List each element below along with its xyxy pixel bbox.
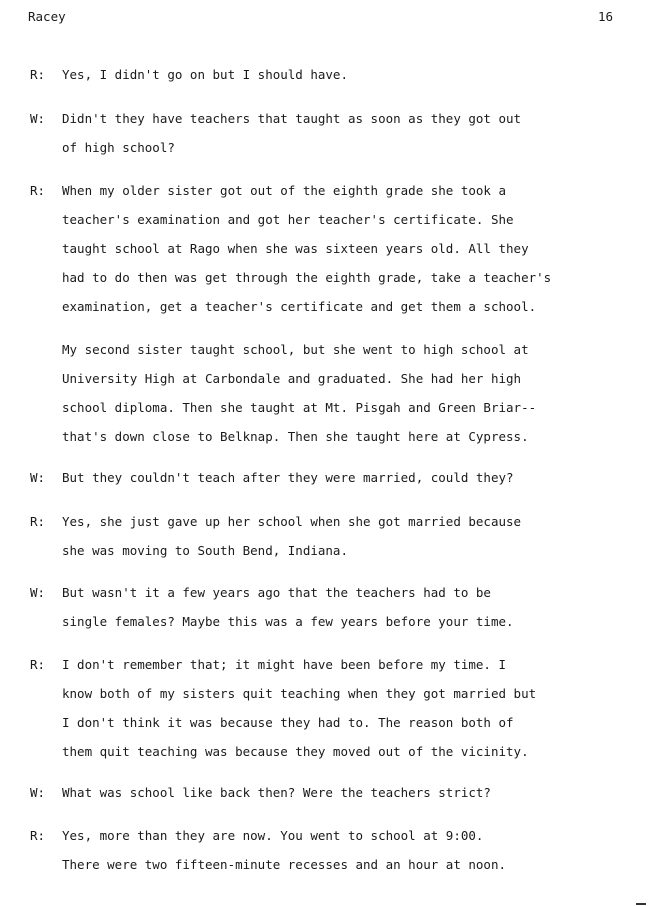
page-number: 16 [598, 9, 614, 24]
turn-text [62, 578, 647, 636]
turn-text [62, 104, 647, 162]
text-line: Yes, I didn't go on but I should have. [62, 67, 348, 82]
turn-text [62, 60, 647, 89]
turn-text [62, 821, 647, 879]
text-line: I don't remember that; it might have been before my time. I [62, 657, 507, 672]
text-line: My second sister taught school, but she went to high school at [62, 342, 529, 357]
text-line: taught school at Rago when she was sixteen years old. All they [62, 241, 529, 256]
header-interviewee-name: Racey [28, 9, 66, 24]
page-edge-mark [636, 903, 646, 905]
text-line: Yes, more than they are now. You went to school at 9:00. [62, 828, 484, 843]
text-line: of high school? [62, 140, 175, 155]
turn-text [62, 176, 647, 321]
turn-text [62, 778, 647, 807]
text-line: There were two fifteen-minute recesses and an hour at noon. [62, 857, 507, 872]
text-line: I don't think it was because they had to. The reason both of [62, 715, 514, 730]
text-line: school diploma. Then she taught at Mt. Pisgah and Green Briar-- [62, 400, 537, 415]
text-line: But wasn't it a few years ago that the teachers had to be [62, 585, 491, 600]
text-line: that's down close to Belknap. Then she taught here at Cypress. [62, 429, 529, 444]
speaker-label: R: [30, 67, 46, 82]
speaker-label: W: [30, 111, 46, 126]
text-line: had to do then was get through the eighth grade, take a teacher's [62, 270, 552, 285]
text-line: examination, get a teacher's certificate and get them a school. [62, 299, 537, 314]
text-line: But they couldn't teach after they were married, could they? [62, 470, 514, 485]
text-line: What was school like back then? Were the teachers strict? [62, 785, 491, 800]
text-line: teacher's examination and got her teacher's certificate. She [62, 212, 514, 227]
text-line: single females? Maybe this was a few years before your time. [62, 614, 514, 629]
text-line: University High at Carbondale and graduated. She had her high [62, 371, 522, 386]
speaker-label: R: [30, 183, 46, 198]
text-line: Didn't they have teachers that taught as soon as they got out [62, 111, 522, 126]
text-line: When my older sister got out of the eighth grade she took a [62, 183, 507, 198]
speaker-label: R: [30, 657, 46, 672]
turn-text [62, 463, 647, 492]
text-line: them quit teaching was because they moved out of the vicinity. [62, 744, 529, 759]
text-line: she was moving to South Bend, Indiana. [62, 543, 348, 558]
speaker-label: W: [30, 470, 46, 485]
turn-text [62, 335, 647, 451]
text-line: know both of my sisters quit teaching when they got married but [62, 686, 537, 701]
speaker-label: R: [30, 828, 46, 843]
text-line: Yes, she just gave up her school when she got married because [62, 514, 522, 529]
speaker-label: W: [30, 585, 46, 600]
turn-text [62, 507, 647, 565]
speaker-label: R: [30, 514, 46, 529]
speaker-label: W: [30, 785, 46, 800]
turn-text [62, 650, 647, 766]
